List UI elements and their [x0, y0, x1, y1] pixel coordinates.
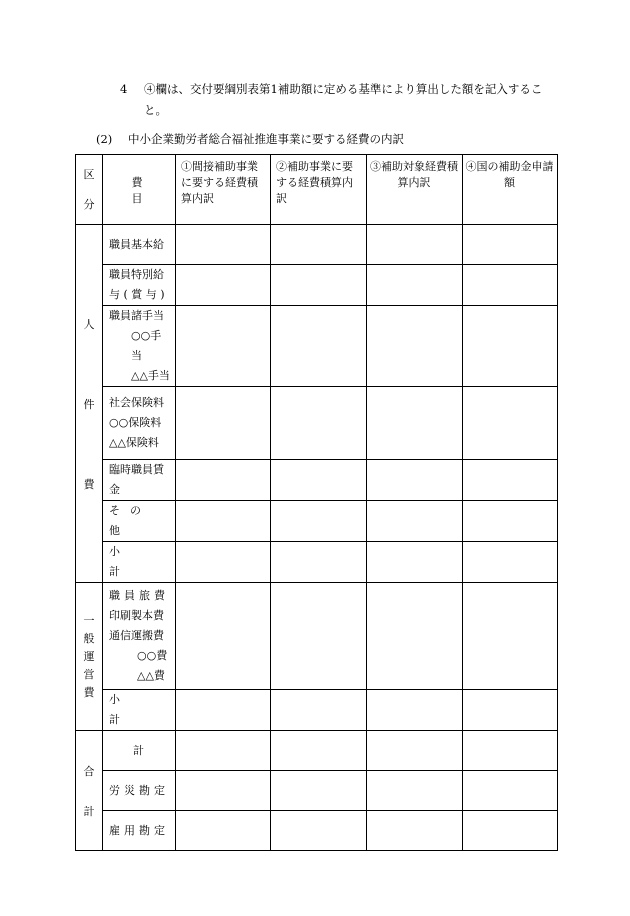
amount-cell[interactable]	[367, 225, 463, 265]
row-label	[103, 306, 176, 387]
note-text-line2: と。	[144, 103, 167, 117]
note-text-line1: ④欄は、交付要綱別表第1補助額に定める基準により算出した額を記入するこ	[144, 82, 543, 96]
amount-cell[interactable]	[367, 306, 463, 387]
section-number: (2)	[96, 132, 113, 146]
table-row	[76, 460, 558, 501]
group-label-gokei	[76, 731, 103, 851]
amount-cell[interactable]	[367, 583, 463, 690]
row-label	[103, 542, 176, 583]
group-char: 合	[83, 764, 95, 778]
row-label-text: △△手当	[131, 369, 170, 382]
table-row	[76, 387, 558, 460]
row-label	[103, 731, 176, 771]
amount-cell[interactable]	[271, 731, 367, 771]
amount-cell[interactable]	[176, 501, 271, 542]
amount-cell[interactable]	[463, 501, 558, 542]
amount-cell[interactable]	[176, 306, 271, 387]
amount-cell[interactable]	[463, 306, 558, 387]
group-label-jinkenhi	[76, 225, 103, 583]
amount-cell[interactable]	[367, 731, 463, 771]
row-label	[103, 690, 176, 731]
row-label-text: ○○保険料	[109, 416, 162, 429]
amount-cell[interactable]	[176, 542, 271, 583]
group-char: 人	[83, 317, 95, 331]
amount-cell[interactable]	[271, 387, 367, 460]
amount-cell[interactable]	[176, 460, 271, 501]
amount-cell[interactable]	[463, 542, 558, 583]
row-label-text: 職員基本給	[109, 237, 164, 251]
amount-cell[interactable]	[176, 811, 271, 851]
row-label	[103, 811, 176, 851]
table-row	[76, 731, 558, 771]
row-label-text: △△保険料	[109, 436, 159, 449]
amount-cell[interactable]	[176, 225, 271, 265]
amount-cell[interactable]	[271, 542, 367, 583]
amount-cell[interactable]	[271, 690, 367, 731]
group-char: 件	[83, 397, 95, 411]
group-char: 般	[83, 631, 95, 645]
group-char: 費	[83, 477, 95, 491]
amount-cell[interactable]	[367, 265, 463, 306]
amount-cell[interactable]	[463, 731, 558, 771]
row-label-text: 労災勘定	[109, 783, 169, 797]
row-label-text: 職員特別給	[109, 268, 164, 281]
row-label	[103, 387, 176, 460]
row-label-text: ○○手当	[131, 329, 162, 362]
row-label-text: 職員旅費	[109, 589, 169, 602]
amount-cell[interactable]	[367, 501, 463, 542]
table-row	[76, 265, 558, 306]
group-label-ippan	[76, 583, 103, 731]
amount-cell[interactable]	[463, 690, 558, 731]
instruction-note	[120, 79, 560, 121]
row-label	[103, 771, 176, 811]
row-label-text: 通信運搬費	[109, 629, 164, 642]
row-label	[103, 225, 176, 265]
row-label-text: その他	[109, 504, 151, 537]
amount-cell[interactable]	[271, 583, 367, 690]
amount-cell[interactable]	[367, 811, 463, 851]
group-char: 費	[83, 685, 95, 699]
table-row	[76, 690, 558, 731]
amount-cell[interactable]	[176, 583, 271, 690]
amount-cell[interactable]	[176, 731, 271, 771]
header-col3: ③補助対象経費積算内訳	[367, 155, 463, 225]
note-number: 4	[120, 82, 128, 96]
table-row	[76, 225, 558, 265]
amount-cell[interactable]	[271, 811, 367, 851]
header-kubun-char: 分	[83, 197, 95, 211]
row-label	[103, 460, 176, 501]
row-label	[103, 583, 176, 690]
row-label-text: 小計	[109, 693, 156, 726]
row-label	[103, 265, 176, 306]
row-label-text: ○○費	[137, 649, 168, 662]
amount-cell[interactable]	[176, 690, 271, 731]
amount-cell[interactable]	[463, 811, 558, 851]
header-col2: ②補助事業に要する経費積算内訳	[271, 155, 367, 225]
amount-cell[interactable]	[271, 460, 367, 501]
amount-cell[interactable]	[463, 583, 558, 690]
row-label-text: 印刷製本費	[109, 609, 164, 622]
group-char: 計	[83, 804, 95, 818]
amount-cell[interactable]	[176, 265, 271, 306]
row-label-text: 職員諸手当	[109, 309, 164, 322]
header-himoku: 費 目	[103, 155, 176, 225]
row-label-text: 社会保険料	[109, 396, 164, 409]
row-label-text: 臨時職員賃	[109, 463, 164, 476]
section-heading	[96, 131, 404, 147]
row-label-text: 雇用勘定	[109, 823, 169, 837]
amount-cell[interactable]	[271, 225, 367, 265]
table-row	[76, 542, 558, 583]
amount-cell[interactable]	[271, 501, 367, 542]
table-row	[76, 306, 558, 387]
row-label-text: △△費	[137, 669, 165, 682]
amount-cell[interactable]	[271, 306, 367, 387]
expense-breakdown-table	[75, 154, 558, 851]
amount-cell[interactable]	[367, 690, 463, 731]
table-row	[76, 811, 558, 851]
amount-cell[interactable]	[367, 771, 463, 811]
header-kubun-char: 区	[83, 167, 95, 181]
amount-cell[interactable]	[463, 387, 558, 460]
amount-cell[interactable]	[463, 225, 558, 265]
amount-cell[interactable]	[463, 460, 558, 501]
amount-cell[interactable]	[463, 771, 558, 811]
amount-cell[interactable]	[176, 387, 271, 460]
amount-cell[interactable]	[271, 771, 367, 811]
section-title: 中小企業勤労者総合福祉推進事業に要する経費の内訳	[128, 132, 404, 146]
table-header-row	[76, 155, 558, 225]
table-row	[76, 501, 558, 542]
amount-cell[interactable]	[271, 265, 367, 306]
group-char: 営	[83, 667, 95, 681]
group-char: 一	[83, 613, 95, 627]
table-row	[76, 583, 558, 690]
row-label-text: 金	[109, 483, 120, 496]
header-kubun	[76, 155, 103, 225]
row-label-text: 小計	[109, 545, 156, 578]
header-col4: ④国の補助金申請額	[463, 155, 558, 225]
amount-cell[interactable]	[367, 542, 463, 583]
amount-cell[interactable]	[367, 460, 463, 501]
amount-cell[interactable]	[463, 265, 558, 306]
row-label-text: 与 ( 賞 与 )	[109, 288, 165, 301]
amount-cell[interactable]	[176, 771, 271, 811]
header-col1: ①間接補助事業に要する経費積算内訳	[176, 155, 271, 225]
table-row	[76, 771, 558, 811]
amount-cell[interactable]	[367, 387, 463, 460]
group-char: 運	[83, 649, 95, 663]
row-label-text: 計	[133, 743, 144, 757]
row-label	[103, 501, 176, 542]
